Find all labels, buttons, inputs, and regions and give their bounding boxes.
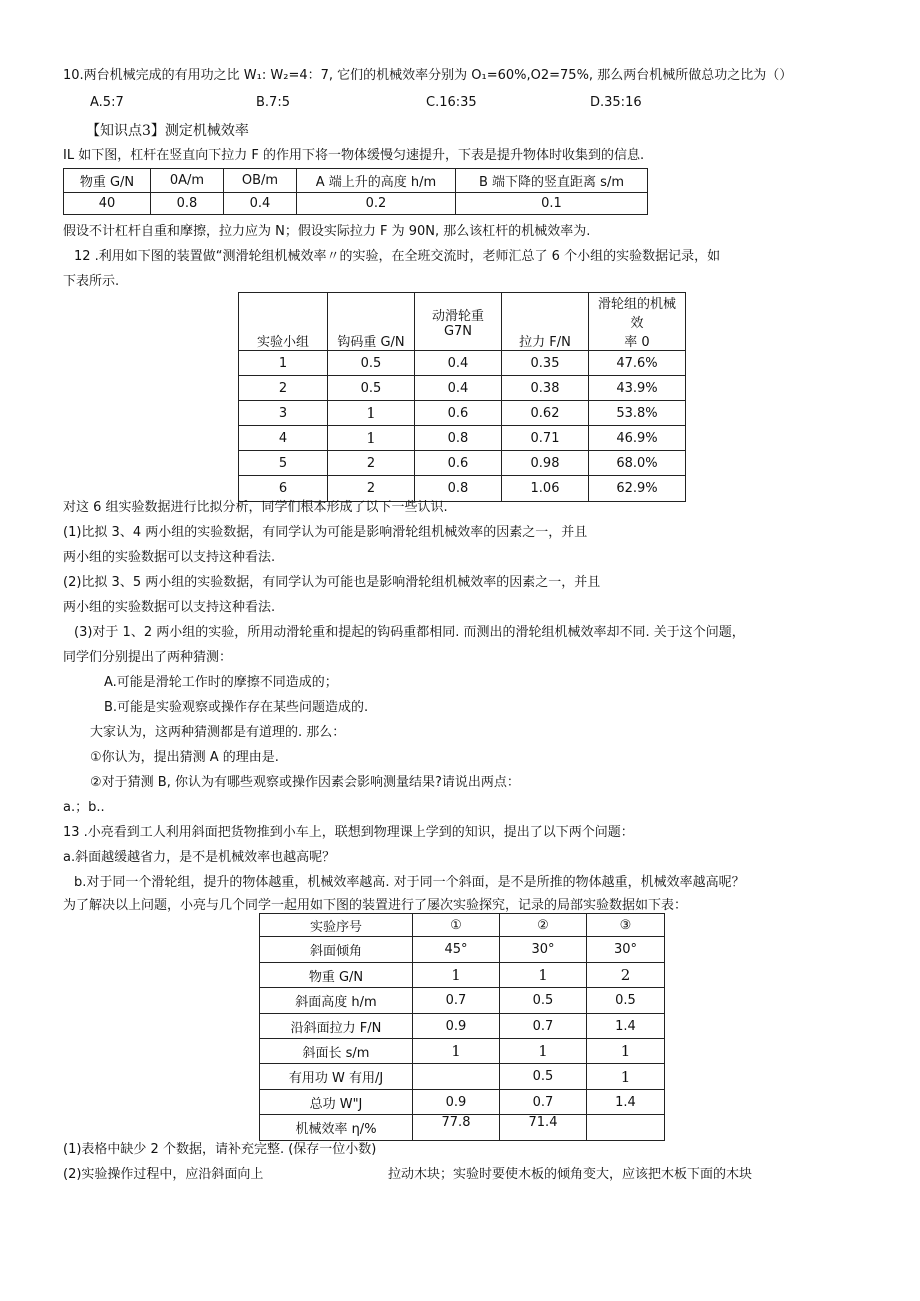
q12-stem-1: 12 .利用如下图的装置做“测滑轮组机械效率〃的实验，在全班交流时，老师汇总了 6 个小组的实验数据记录，如 — [74, 249, 721, 264]
table-cell: 0.98 — [502, 451, 589, 476]
q13-qa: a.斜面越缓越省力，是不是机械效率也越高呢？ — [63, 850, 336, 865]
table-row — [260, 963, 665, 988]
table-row — [260, 1039, 665, 1064]
q13-part2-a: (2)实验操作过程中，应沿斜面向上 — [63, 1167, 264, 1182]
q12-ab: a.；b.. — [63, 800, 105, 815]
table-cell: 43.9% — [589, 376, 686, 401]
q12-table — [238, 292, 686, 502]
table-header-cell: OB/m — [224, 169, 297, 193]
header-line: 动滑轮重 — [431, 308, 484, 324]
q13-part2-b: 拉动木块；实验时要使木板的倾角变大，应该把木板下面的木块 — [388, 1167, 753, 1182]
q11-after: 假设不计杠杆自重和摩擦，拉力应为 N；假设实际拉力 F 为 90N, 那么该杠杆的机械效率为. — [63, 224, 591, 239]
table-cell: 0.4 — [224, 193, 297, 215]
header-line: G7N — [443, 323, 473, 339]
table-cell: 77.8 — [413, 1115, 500, 1141]
table-cell: 1.4 — [587, 1014, 665, 1039]
table-row — [239, 451, 686, 476]
q12-guess-b: B.可能是实验观察或操作存在某些问题造成的. — [104, 700, 369, 715]
table-row — [260, 1115, 665, 1141]
q13-intro: 为了解决以上问题，小亮与几个同学一起用如下图的装置进行了屡次实验探究，记录的局部实验数据如下表： — [63, 898, 688, 913]
q13-table — [259, 913, 665, 1141]
table-cell: 0.6 — [415, 451, 502, 476]
table-cell: 0.62 — [502, 401, 589, 426]
table-header-cell: 钩码重 G/N — [328, 293, 415, 351]
table-header-cell: A 端上升的高度 h/m — [297, 169, 456, 193]
table-cell: 0.5 — [587, 988, 665, 1014]
table-row — [239, 351, 686, 376]
table-cell: 1 — [413, 963, 500, 988]
q12-part2-b: 两小组的实验数据可以支持这种看法. — [63, 600, 276, 615]
table-cell: ① — [413, 914, 500, 937]
table-cell: 1 — [239, 351, 328, 376]
table-cell: 2 — [328, 476, 415, 502]
table-header-cell: 实验小组 — [239, 293, 328, 351]
table-row — [260, 1090, 665, 1115]
table-cell: 斜面长 s/m — [260, 1039, 413, 1064]
table-cell: 0.38 — [502, 376, 589, 401]
table-header-cell: 0A/m — [151, 169, 224, 193]
header-line: 率 0 — [624, 335, 650, 350]
table-cell: 0.7 — [500, 1014, 587, 1039]
table-cell: 0.1 — [456, 193, 648, 215]
table-cell: 0.7 — [500, 1090, 587, 1115]
table-header-cell: 物重 G/N — [64, 169, 151, 193]
q10-option-c: C.16:35 — [426, 95, 477, 110]
table-cell: 47.6% — [589, 351, 686, 376]
table-cell: 62.9% — [589, 476, 686, 502]
table-cell: 30° — [500, 937, 587, 963]
table-cell: 1 — [328, 426, 415, 451]
table-header-cell — [589, 293, 686, 351]
table-cell: 0.8 — [151, 193, 224, 215]
table-cell: 沿斜面拉力 F/N — [260, 1014, 413, 1039]
table-cell: 71.4 — [500, 1115, 587, 1141]
table-cell: 68.0% — [589, 451, 686, 476]
table-cell: 1.4 — [587, 1090, 665, 1115]
table-cell: 0.9 — [413, 1090, 500, 1115]
table-cell: 0.5 — [500, 988, 587, 1014]
table-cell: 5 — [239, 451, 328, 476]
table-cell: 斜面倾角 — [260, 937, 413, 963]
q12-part3-a: (3)对于 1、2 两小组的实验，所用动滑轮重和提起的钩码重都相同. 而测出的滑轮组机械效率却不同. 关于这个问题， — [74, 625, 745, 640]
table-cell: 0.5 — [328, 351, 415, 376]
table-row — [239, 401, 686, 426]
table-cell — [587, 1115, 665, 1141]
table-cell: 0.6 — [415, 401, 502, 426]
section-heading: 【知识点3】测定机械效率 — [86, 123, 249, 139]
table-cell: 1 — [500, 963, 587, 988]
table-cell: 0.2 — [297, 193, 456, 215]
table-cell: 46.9% — [589, 426, 686, 451]
table-cell: 机械效率 η/% — [260, 1115, 413, 1141]
table-row — [260, 1014, 665, 1039]
table-cell: 物重 G/N — [260, 963, 413, 988]
q13-stem: 13 .小亮看到工人利用斜面把货物推到小车上，联想到物理课上学到的知识，提出了以下两个问题： — [63, 825, 634, 840]
table-cell: 2 — [587, 963, 665, 988]
table-cell: 0.7 — [413, 988, 500, 1014]
table-cell: 总功 W"J — [260, 1090, 413, 1115]
table-cell — [413, 1064, 500, 1090]
table-cell: 0.9 — [413, 1014, 500, 1039]
table-cell: 30° — [587, 937, 665, 963]
q12-part1-b: 两小组的实验数据可以支持这种看法. — [63, 550, 276, 565]
q12-c2: ②对于猜测 B, 你认为有哪些观察或操作因素会影响测量结果?请说出两点： — [90, 775, 520, 790]
table-row — [260, 937, 665, 963]
table-cell: 0.71 — [502, 426, 589, 451]
q13-qb: b.对于同一个滑轮组，提升的物体越重，机械效率越高. 对于同一个斜面，是不是所推的物体越重，机械效率越高呢？ — [74, 875, 745, 890]
table-cell: 实验序号 — [260, 914, 413, 937]
table-cell: 2 — [239, 376, 328, 401]
table-cell: 1 — [587, 1039, 665, 1064]
table-cell: 0.8 — [415, 426, 502, 451]
q10-option-b: B.7:5 — [256, 95, 290, 110]
q10-stem: 10.两台机械完成的有用功之比 W₁: W₂=4：7, 它们的机械效率分别为 O₁=60%,O2=75%, 那么两台机械所做总功之比为（） — [63, 68, 793, 83]
q12-consensus: 大家认为，这两种猜测都是有道理的. 那么： — [90, 725, 346, 740]
table-cell: 1 — [587, 1064, 665, 1090]
q12-analysis: 对这 6 组实验数据进行比拟分析，同学们根本形成了以下一些认识. — [63, 500, 448, 515]
table-row — [239, 426, 686, 451]
table-cell: 1 — [413, 1039, 500, 1064]
table-row — [260, 914, 665, 937]
table-header-cell — [415, 293, 502, 351]
table-cell: 0.4 — [415, 376, 502, 401]
table-cell: 45° — [413, 937, 500, 963]
header-line: 滑轮组的机械效 — [597, 297, 676, 331]
table-cell: 40 — [64, 193, 151, 215]
q12-guess-a: A.可能是滑轮工作时的摩擦不同造成的； — [104, 675, 338, 690]
table-cell: 0.35 — [502, 351, 589, 376]
table-row — [260, 988, 665, 1014]
q10-option-d: D.35:16 — [590, 95, 642, 110]
q11-stem: IL 如下图，杠杆在竖直向下拉力 F 的作用下将一物体缓慢匀速提升，下表是提升物体时收集到的信息. — [63, 148, 645, 163]
table-cell: 1 — [328, 401, 415, 426]
table-cell: 2 — [328, 451, 415, 476]
table-cell: 0.5 — [328, 376, 415, 401]
q12-part3-b: 同学们分别提出了两种猜测： — [63, 650, 233, 665]
table-cell: 斜面高度 h/m — [260, 988, 413, 1014]
table-cell: 4 — [239, 426, 328, 451]
table-cell: 0.8 — [415, 476, 502, 502]
table-cell: 1 — [500, 1039, 587, 1064]
table-cell: ③ — [587, 914, 665, 937]
table-cell: 1.06 — [502, 476, 589, 502]
table-row — [239, 476, 686, 502]
table-cell: ② — [500, 914, 587, 937]
table-cell: 0.4 — [415, 351, 502, 376]
table-header-cell: B 端下降的竖直距离 s/m — [456, 169, 648, 193]
q12-part2-a: (2)比拟 3、5 两小组的实验数据，有同学认为可能也是影响滑轮组机械效率的因素之一，并且 — [63, 575, 601, 590]
q13-part1: (1)表格中缺少 2 个数据，请补充完整. (保存一位小数) — [63, 1142, 377, 1157]
table-cell: 53.8% — [589, 401, 686, 426]
q12-c1: ①你认为，提出猜测 A 的理由是. — [90, 750, 279, 765]
table-header-row — [239, 293, 686, 351]
table-row — [64, 193, 648, 215]
q12-stem-2: 下表所示. — [63, 274, 120, 289]
table-header-row — [64, 169, 648, 193]
q10-option-a: A.5:7 — [90, 95, 124, 110]
q12-part1-a: (1)比拟 3、4 两小组的实验数据，有同学认为可能是影响滑轮组机械效率的因素之一，并且 — [63, 525, 588, 540]
table-row — [239, 376, 686, 401]
q11-table — [63, 168, 648, 215]
table-cell: 6 — [239, 476, 328, 502]
table-cell: 有用功 W 有用/J — [260, 1064, 413, 1090]
table-cell: 3 — [239, 401, 328, 426]
table-cell: 0.5 — [500, 1064, 587, 1090]
table-row — [260, 1064, 665, 1090]
table-header-cell: 拉力 F/N — [502, 293, 589, 351]
